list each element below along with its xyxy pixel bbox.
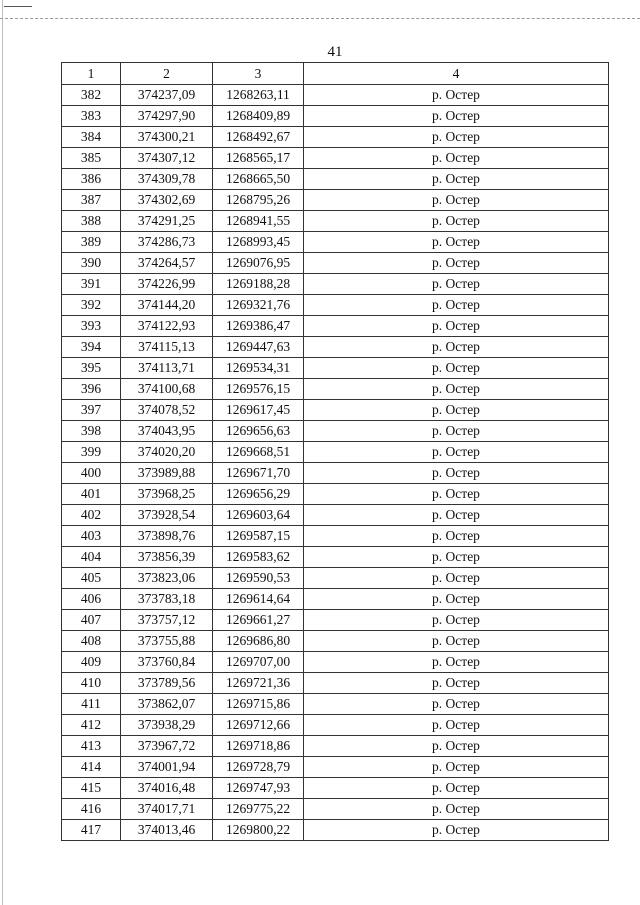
description-cell: р. Остер <box>304 316 609 337</box>
y-coordinate-cell: 1268795,26 <box>213 190 304 211</box>
table-row <box>62 463 609 484</box>
table-row <box>62 85 609 106</box>
point-number-cell: 391 <box>62 274 121 295</box>
description-cell: р. Остер <box>304 400 609 421</box>
table-row <box>62 778 609 799</box>
y-coordinate-cell: 1269076,95 <box>213 253 304 274</box>
y-coordinate-cell: 1269603,64 <box>213 505 304 526</box>
description-cell: р. Остер <box>304 442 609 463</box>
table-row <box>62 358 609 379</box>
description-cell: р. Остер <box>304 568 609 589</box>
table-row <box>62 106 609 127</box>
y-coordinate-cell: 1269686,80 <box>213 631 304 652</box>
point-number-cell: 390 <box>62 253 121 274</box>
point-number-cell: 410 <box>62 673 121 694</box>
y-coordinate-cell: 1269534,31 <box>213 358 304 379</box>
y-coordinate-cell: 1268492,67 <box>213 127 304 148</box>
table-header-row <box>62 63 609 85</box>
x-coordinate-cell: 373755,88 <box>121 631 213 652</box>
table-row <box>62 379 609 400</box>
x-coordinate-cell: 374017,71 <box>121 799 213 820</box>
y-coordinate-cell: 1269576,15 <box>213 379 304 400</box>
point-number-cell: 417 <box>62 820 121 841</box>
description-cell: р. Остер <box>304 631 609 652</box>
description-cell: р. Остер <box>304 337 609 358</box>
table-row <box>62 484 609 505</box>
table-row <box>62 547 609 568</box>
x-coordinate-cell: 374001,94 <box>121 757 213 778</box>
table-row <box>62 127 609 148</box>
y-coordinate-cell: 1269775,22 <box>213 799 304 820</box>
point-number-cell: 384 <box>62 127 121 148</box>
table-row <box>62 736 609 757</box>
column-header-y-coordinate: 3 <box>213 63 304 85</box>
y-coordinate-cell: 1268565,17 <box>213 148 304 169</box>
table-row <box>62 631 609 652</box>
table-row <box>62 757 609 778</box>
description-cell: р. Остер <box>304 106 609 127</box>
x-coordinate-cell: 374113,71 <box>121 358 213 379</box>
y-coordinate-cell: 1269614,64 <box>213 589 304 610</box>
x-coordinate-cell: 373989,88 <box>121 463 213 484</box>
y-coordinate-cell: 1269668,51 <box>213 442 304 463</box>
y-coordinate-cell: 1269721,36 <box>213 673 304 694</box>
description-cell: р. Остер <box>304 736 609 757</box>
table-row <box>62 694 609 715</box>
x-coordinate-cell: 374300,21 <box>121 127 213 148</box>
x-coordinate-cell: 374020,20 <box>121 442 213 463</box>
x-coordinate-cell: 373757,12 <box>121 610 213 631</box>
point-number-cell: 388 <box>62 211 121 232</box>
y-coordinate-cell: 1268409,89 <box>213 106 304 127</box>
table-row <box>62 274 609 295</box>
x-coordinate-cell: 374297,90 <box>121 106 213 127</box>
table-row <box>62 799 609 820</box>
x-coordinate-cell: 373928,54 <box>121 505 213 526</box>
point-number-cell: 416 <box>62 799 121 820</box>
x-coordinate-cell: 373862,07 <box>121 694 213 715</box>
point-number-cell: 409 <box>62 652 121 673</box>
y-coordinate-cell: 1269656,29 <box>213 484 304 505</box>
point-number-cell: 406 <box>62 589 121 610</box>
x-coordinate-cell: 373967,72 <box>121 736 213 757</box>
point-number-cell: 415 <box>62 778 121 799</box>
y-coordinate-cell: 1268665,50 <box>213 169 304 190</box>
description-cell: р. Остер <box>304 274 609 295</box>
table-row <box>62 652 609 673</box>
y-coordinate-cell: 1269587,15 <box>213 526 304 547</box>
point-number-cell: 396 <box>62 379 121 400</box>
point-number-cell: 386 <box>62 169 121 190</box>
y-coordinate-cell: 1269188,28 <box>213 274 304 295</box>
description-cell: р. Остер <box>304 547 609 568</box>
description-cell: р. Остер <box>304 715 609 736</box>
page-number: 41 <box>327 44 343 60</box>
table-row <box>62 715 609 736</box>
y-coordinate-cell: 1269718,86 <box>213 736 304 757</box>
table-row <box>62 316 609 337</box>
point-number-cell: 394 <box>62 337 121 358</box>
table-row <box>62 568 609 589</box>
point-number-cell: 403 <box>62 526 121 547</box>
y-coordinate-cell: 1269583,62 <box>213 547 304 568</box>
y-coordinate-cell: 1269386,47 <box>213 316 304 337</box>
point-number-cell: 392 <box>62 295 121 316</box>
y-coordinate-cell: 1269712,66 <box>213 715 304 736</box>
x-coordinate-cell: 374013,46 <box>121 820 213 841</box>
x-coordinate-cell: 373938,29 <box>121 715 213 736</box>
point-number-cell: 399 <box>62 442 121 463</box>
description-cell: р. Остер <box>304 148 609 169</box>
description-cell: р. Остер <box>304 421 609 442</box>
description-cell: р. Остер <box>304 652 609 673</box>
x-coordinate-cell: 374264,57 <box>121 253 213 274</box>
description-cell: р. Остер <box>304 358 609 379</box>
y-coordinate-cell: 1269661,27 <box>213 610 304 631</box>
description-cell: р. Остер <box>304 463 609 484</box>
table-row <box>62 295 609 316</box>
x-coordinate-cell: 374226,99 <box>121 274 213 295</box>
scan-corner-mark <box>4 6 32 7</box>
point-number-cell: 408 <box>62 631 121 652</box>
point-number-cell: 413 <box>62 736 121 757</box>
table-row <box>62 211 609 232</box>
y-coordinate-cell: 1269747,93 <box>213 778 304 799</box>
x-coordinate-cell: 373789,56 <box>121 673 213 694</box>
description-cell: р. Остер <box>304 757 609 778</box>
scan-left-edge-line <box>2 0 3 905</box>
description-cell: р. Остер <box>304 820 609 841</box>
table-row <box>62 169 609 190</box>
x-coordinate-cell: 374286,73 <box>121 232 213 253</box>
x-coordinate-cell: 374291,25 <box>121 211 213 232</box>
point-number-cell: 400 <box>62 463 121 484</box>
table-row <box>62 505 609 526</box>
description-cell: р. Остер <box>304 211 609 232</box>
description-cell: р. Остер <box>304 799 609 820</box>
x-coordinate-cell: 373856,39 <box>121 547 213 568</box>
x-coordinate-cell: 374100,68 <box>121 379 213 400</box>
table-row <box>62 253 609 274</box>
table-row <box>62 589 609 610</box>
y-coordinate-cell: 1269656,63 <box>213 421 304 442</box>
x-coordinate-cell: 374309,78 <box>121 169 213 190</box>
x-coordinate-cell: 374043,95 <box>121 421 213 442</box>
point-number-cell: 395 <box>62 358 121 379</box>
y-coordinate-cell: 1269728,79 <box>213 757 304 778</box>
y-coordinate-cell: 1269800,22 <box>213 820 304 841</box>
description-cell: р. Остер <box>304 610 609 631</box>
point-number-cell: 412 <box>62 715 121 736</box>
y-coordinate-cell: 1269447,63 <box>213 337 304 358</box>
x-coordinate-cell: 374302,69 <box>121 190 213 211</box>
y-coordinate-cell: 1269617,45 <box>213 400 304 421</box>
table-row <box>62 337 609 358</box>
table-row <box>62 610 609 631</box>
table-row <box>62 820 609 841</box>
point-number-cell: 382 <box>62 85 121 106</box>
point-number-cell: 404 <box>62 547 121 568</box>
point-number-cell: 398 <box>62 421 121 442</box>
table-row <box>62 190 609 211</box>
scan-header-dashed-line <box>0 18 640 19</box>
y-coordinate-cell: 1269707,00 <box>213 652 304 673</box>
point-number-cell: 402 <box>62 505 121 526</box>
point-number-cell: 387 <box>62 190 121 211</box>
description-cell: р. Остер <box>304 253 609 274</box>
x-coordinate-cell: 374016,48 <box>121 778 213 799</box>
x-coordinate-cell: 374307,12 <box>121 148 213 169</box>
description-cell: р. Остер <box>304 232 609 253</box>
description-cell: р. Остер <box>304 505 609 526</box>
point-number-cell: 411 <box>62 694 121 715</box>
x-coordinate-cell: 373968,25 <box>121 484 213 505</box>
x-coordinate-cell: 374237,09 <box>121 85 213 106</box>
table-body <box>62 85 609 841</box>
y-coordinate-cell: 1268993,45 <box>213 232 304 253</box>
x-coordinate-cell: 374115,13 <box>121 337 213 358</box>
point-number-cell: 389 <box>62 232 121 253</box>
table-row <box>62 400 609 421</box>
point-number-cell: 383 <box>62 106 121 127</box>
description-cell: р. Остер <box>304 589 609 610</box>
point-number-cell: 401 <box>62 484 121 505</box>
x-coordinate-cell: 373898,76 <box>121 526 213 547</box>
y-coordinate-cell: 1269671,70 <box>213 463 304 484</box>
x-coordinate-cell: 373760,84 <box>121 652 213 673</box>
table-row <box>62 673 609 694</box>
table-row <box>62 442 609 463</box>
y-coordinate-cell: 1269321,76 <box>213 295 304 316</box>
x-coordinate-cell: 373823,06 <box>121 568 213 589</box>
description-cell: р. Остер <box>304 694 609 715</box>
description-cell: р. Остер <box>304 85 609 106</box>
point-number-cell: 393 <box>62 316 121 337</box>
description-cell: р. Остер <box>304 484 609 505</box>
column-header-x-coordinate: 2 <box>121 63 213 85</box>
table-row <box>62 232 609 253</box>
y-coordinate-cell: 1269715,86 <box>213 694 304 715</box>
x-coordinate-cell: 374122,93 <box>121 316 213 337</box>
description-cell: р. Остер <box>304 526 609 547</box>
table-row <box>62 526 609 547</box>
y-coordinate-cell: 1268263,11 <box>213 85 304 106</box>
description-cell: р. Остер <box>304 127 609 148</box>
description-cell: р. Остер <box>304 379 609 400</box>
column-header-description: 4 <box>304 63 609 85</box>
table-row <box>62 421 609 442</box>
point-number-cell: 414 <box>62 757 121 778</box>
point-number-cell: 405 <box>62 568 121 589</box>
description-cell: р. Остер <box>304 673 609 694</box>
point-number-cell: 385 <box>62 148 121 169</box>
x-coordinate-cell: 373783,18 <box>121 589 213 610</box>
description-cell: р. Остер <box>304 190 609 211</box>
table-row <box>62 148 609 169</box>
x-coordinate-cell: 374144,20 <box>121 295 213 316</box>
column-header-point-number: 1 <box>62 63 121 85</box>
description-cell: р. Остер <box>304 295 609 316</box>
y-coordinate-cell: 1268941,55 <box>213 211 304 232</box>
point-number-cell: 407 <box>62 610 121 631</box>
description-cell: р. Остер <box>304 778 609 799</box>
y-coordinate-cell: 1269590,53 <box>213 568 304 589</box>
x-coordinate-cell: 374078,52 <box>121 400 213 421</box>
description-cell: р. Остер <box>304 169 609 190</box>
point-number-cell: 397 <box>62 400 121 421</box>
coordinates-table <box>61 62 609 841</box>
